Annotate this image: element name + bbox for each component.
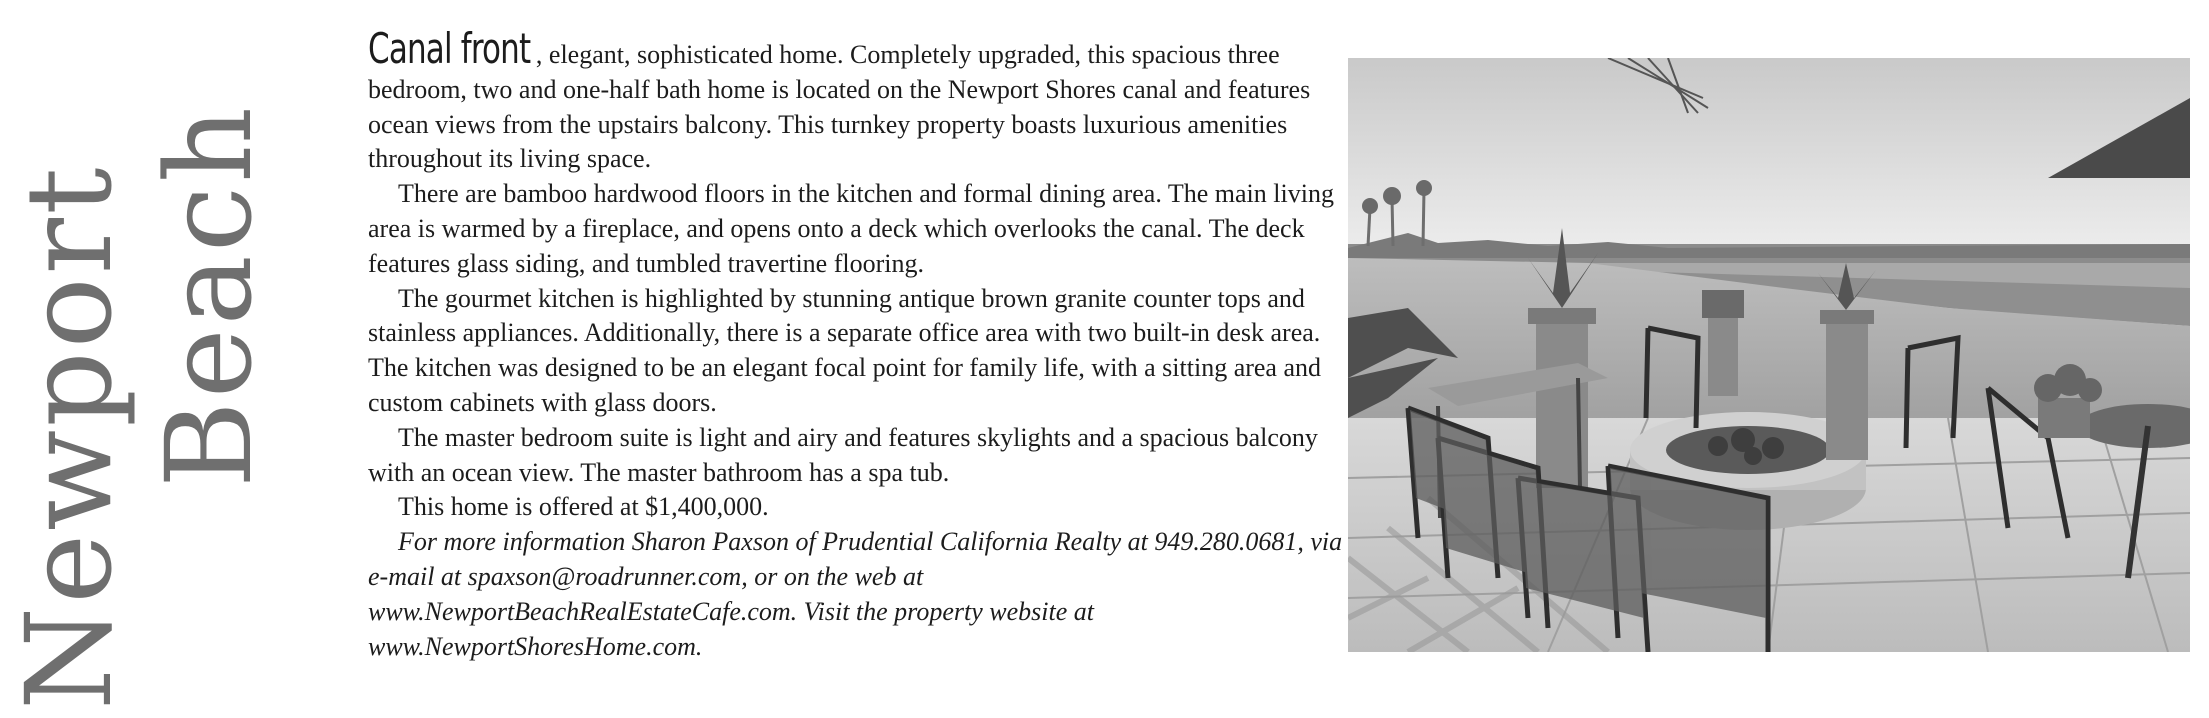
title-word-newport: Newport bbox=[0, 164, 138, 710]
paragraph-contact: For more information Sharon Paxson of Prudential California Realty at 949.280.0681, via e-mail at spaxson@roadrunner.com, or on the web at www.NewportBeachRealEstateCafe.com. Visit the property website at www.NewportShoresHome.com. bbox=[368, 527, 1343, 661]
property-photo bbox=[1348, 58, 2190, 652]
vertical-title bbox=[0, 0, 320, 718]
paragraph-kitchen: The gourmet kitchen is highlighted by stunning antique brown granite counter tops and stainless appliances. Additionally, there is a separate office area with two built-in desk area. The kitchen was designed to be an elegant focal point for family life, with a sitting area and custom cabinets with glass doors. bbox=[368, 283, 1322, 417]
canal-deck-photo bbox=[1348, 58, 2190, 652]
paragraph-floors: There are bamboo hardwood floors in the kitchen and formal dining area. The main living area is warmed by a fireplace, and opens onto a deck which overlooks the canal. The deck features glass siding, and tumbled travertine flooring. bbox=[368, 179, 1334, 278]
article-body bbox=[368, 24, 1348, 664]
paragraph-price: This home is offered at $1,400,000. bbox=[398, 492, 769, 522]
paragraph-intro bbox=[368, 24, 1348, 177]
paragraph-bedroom: The master bedroom suite is light and airy and features skylights and a spacious balcony with an ocean view. The master bathroom has a spa tub. bbox=[368, 422, 1318, 487]
lead-in: Canal front bbox=[368, 24, 531, 73]
intro-text: , elegant, sophisticated home. Completely upgraded, this spacious three bedroom, two and one-half bath home is located on the Newport Shores canal and features ocean views from the upstairs balcony. This turnkey property boasts luxurious amenities throughout its living space. bbox=[368, 40, 1311, 174]
title-word-beach: Beach bbox=[140, 104, 278, 488]
